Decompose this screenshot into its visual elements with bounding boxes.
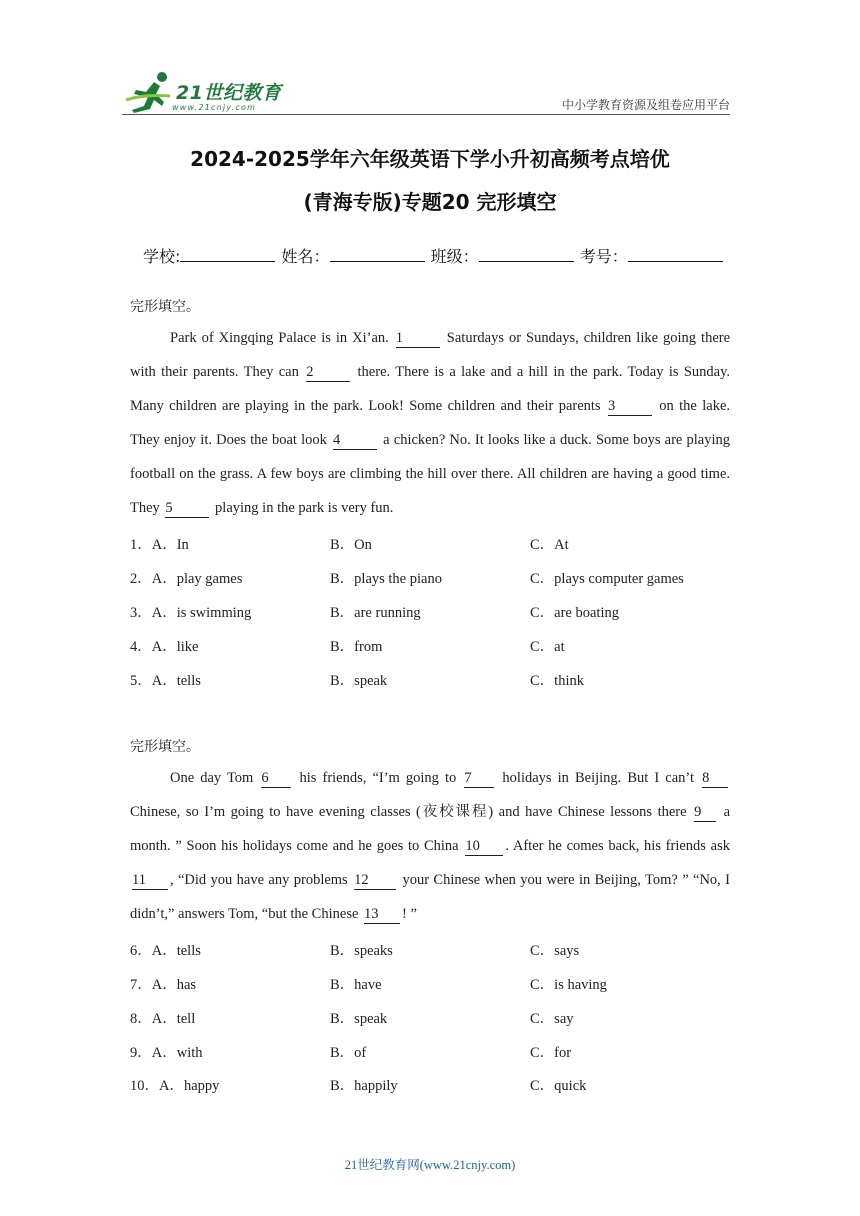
option-b[interactable]: B．On (330, 537, 372, 553)
option-b[interactable]: B．happily (330, 1078, 398, 1094)
option-c[interactable]: C．says (530, 943, 580, 959)
option-c[interactable]: C．quick (530, 1078, 587, 1094)
logo (124, 70, 294, 116)
option-b[interactable]: B．speak (330, 1011, 388, 1027)
section1-passage: Park of Xingqing Palace is in Xi’an. 1 Saturdays or Sundays, children like going there with their parents. They can 2 there. There is a lake and a hill in the park. Today is Sunday. Many children are playing in the park. Look! Some children and their parents 3 on the lake. They enjoy it. Does the boat look 4 a chicken? No. It looks like a duck. Some boys are playing football on the grass. A few boys are climbing the hill over there. All children are having a good time. They 5 playing in the park is very fun. (130, 330, 731, 516)
section1-label: 完形填空。 (130, 299, 200, 315)
option-b[interactable]: B．speak (330, 673, 388, 689)
option-b[interactable]: B．of (330, 1045, 367, 1061)
option-a[interactable]: 7．A．has (130, 977, 197, 993)
blank-13[interactable]: 13 (364, 905, 400, 924)
document-title-line2: (青海专版)专题20 完形填空 (303, 190, 557, 214)
page-header (118, 64, 730, 114)
option-b[interactable]: B．from (330, 639, 383, 655)
question-row (130, 567, 730, 587)
option-a[interactable]: 6．A．tells (130, 943, 201, 959)
option-b[interactable]: B．speaks (330, 943, 393, 959)
header-divider (122, 114, 730, 115)
option-a[interactable]: 3．A．is swimming (130, 605, 252, 621)
question-row (130, 1074, 730, 1094)
section2-passage: One day Tom 6 his friends, “I’m going to 7 holidays in Beijing. But I can’t 8 Chinese, so I’m going to have evening classes (夜校课程) and have Chinese lessons there 9 a month. ” Soon his holidays come and he goes to China 10 . After he comes back, his friends ask 11 , “Did you have any problems 12 your Chinese when you were in Beijing, Tom? ” “No, I didn’t,” answers Tom, “but the Chinese 13 ! ” (130, 770, 731, 922)
name-blank[interactable] (330, 247, 425, 262)
student-info-row (143, 244, 724, 267)
class-blank[interactable] (479, 247, 574, 262)
blank-11[interactable]: 11 (132, 871, 168, 890)
logo-url: www.21cnjy.com (172, 103, 257, 112)
blank-2[interactable]: 2 (306, 363, 350, 382)
blank-6[interactable]: 6 (261, 769, 291, 788)
option-a[interactable]: 4．A．like (130, 639, 199, 655)
question-row (130, 939, 730, 959)
option-c[interactable]: C．are boating (530, 605, 619, 621)
blank-3[interactable]: 3 (608, 397, 652, 416)
blank-1[interactable]: 1 (396, 329, 440, 348)
blank-5[interactable]: 5 (165, 499, 209, 518)
class-label: 班级： (430, 247, 479, 266)
option-b[interactable]: B．plays the piano (330, 571, 442, 587)
blank-9[interactable]: 9 (694, 803, 716, 822)
school-label: 学校: (143, 247, 181, 266)
blank-10[interactable]: 10 (465, 837, 503, 856)
school-blank[interactable] (180, 247, 275, 262)
exam-id-blank[interactable] (628, 247, 723, 262)
logo-text: 21世纪教育 (176, 82, 282, 104)
option-b[interactable]: B．are running (330, 605, 421, 621)
option-a[interactable]: 9．A．with (130, 1045, 203, 1061)
option-c[interactable]: C．at (530, 639, 565, 655)
header-tagline: 中小学教育资源及组卷应用平台 (561, 98, 730, 112)
question-row (130, 973, 730, 993)
blank-12[interactable]: 12 (354, 871, 396, 890)
blank-7[interactable]: 7 (464, 769, 494, 788)
option-a[interactable]: 10．A．happy (130, 1078, 220, 1094)
option-c[interactable]: C．is having (530, 977, 607, 993)
exam-id-label: 考号： (579, 247, 628, 266)
option-c[interactable]: C．plays computer games (530, 571, 684, 587)
question-row (130, 533, 730, 553)
blank-4[interactable]: 4 (333, 431, 377, 450)
option-a[interactable]: 2．A．play games (130, 571, 243, 587)
question-row (130, 1007, 730, 1027)
name-label: 姓名： (281, 247, 330, 266)
question-row (130, 669, 730, 689)
option-a[interactable]: 1．A．In (130, 537, 189, 553)
option-c[interactable]: C．for (530, 1045, 572, 1061)
runner-icon (124, 70, 174, 114)
page-footer-link[interactable]: 21世纪教育网(www.21cnjy.com) (344, 1158, 516, 1172)
question-row (130, 635, 730, 655)
section2-label: 完形填空。 (130, 739, 200, 755)
option-a[interactable]: 5．A．tells (130, 673, 201, 689)
option-c[interactable]: C．think (530, 673, 584, 689)
question-row (130, 1041, 730, 1061)
option-c[interactable]: C．At (530, 537, 569, 553)
document-title-line1: 2024-2025学年六年级英语下学小升初高频考点培优 (190, 147, 670, 171)
question-row (130, 601, 730, 621)
option-c[interactable]: C．say (530, 1011, 574, 1027)
blank-8[interactable]: 8 (702, 769, 728, 788)
option-a[interactable]: 8．A．tell (130, 1011, 196, 1027)
option-b[interactable]: B．have (330, 977, 382, 993)
